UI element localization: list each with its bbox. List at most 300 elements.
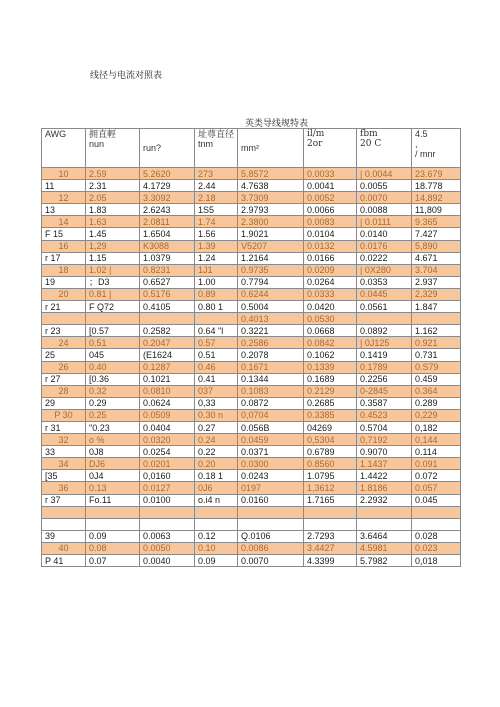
- table-cell: 0.0530: [304, 313, 357, 325]
- table-cell: 0.0300: [238, 458, 304, 470]
- table-row: [42, 530, 461, 542]
- table-cell: 0.0353: [357, 276, 412, 288]
- table-cell: 1.847: [412, 301, 461, 313]
- wire-gauge-table: [41, 128, 461, 567]
- table-cell: 2.2932: [357, 494, 412, 506]
- table-cell: P 41: [42, 555, 86, 567]
- table-cell: 0.3587: [357, 397, 412, 409]
- table-cell: 4.7638: [238, 180, 304, 192]
- table-cell: 0.09: [195, 555, 238, 567]
- table-cell: K3088: [140, 240, 195, 252]
- table-cell: 0.5004: [238, 301, 304, 313]
- table-cell: 1.162: [412, 325, 461, 337]
- table-cell: ；D3: [86, 276, 140, 288]
- table-cell: 0,182: [412, 421, 461, 433]
- table-cell: 0.24: [195, 434, 238, 446]
- table-cell: Fo.11: [86, 494, 140, 506]
- table-cell: 0.46: [195, 361, 238, 373]
- table-cell: 0,144: [412, 434, 461, 446]
- table-row: [42, 301, 461, 313]
- table-cell: 0.51: [86, 337, 140, 349]
- table-cell: 2.31: [86, 180, 140, 192]
- table-cell: 0.6789: [304, 446, 357, 458]
- table-row: [42, 397, 461, 409]
- header-area-label: run?: [143, 143, 162, 153]
- table-cell: 0.0264: [304, 276, 357, 288]
- table-cell: F Q72: [86, 301, 140, 313]
- table-cell: [195, 518, 238, 530]
- table-cell: 0.057: [412, 482, 461, 494]
- table-row: [42, 458, 461, 470]
- table-cell: 0.0420: [304, 301, 357, 313]
- table-cell: 0.1789: [357, 361, 412, 373]
- table-cell: [357, 506, 412, 518]
- table-cell: 0.89: [195, 288, 238, 300]
- table-cell: 037: [195, 385, 238, 397]
- header-insulated-diameter: [195, 129, 238, 168]
- table-cell: 0.1419: [357, 349, 412, 361]
- table-cell: 26: [42, 361, 86, 373]
- table-cell: 1.1437: [357, 458, 412, 470]
- table-cell: 1,3612: [304, 482, 357, 494]
- table-cell: [35: [42, 470, 86, 482]
- table-cell: 0197: [238, 482, 304, 494]
- table-cell: 0.0842: [304, 337, 357, 349]
- table-cell: 2,329: [412, 288, 461, 300]
- table-cell: 0.023: [412, 542, 461, 554]
- table-cell: 0,7192: [357, 434, 412, 446]
- table-cell: 0.0561: [357, 301, 412, 313]
- table-cell: 1.74: [195, 216, 238, 228]
- table-cell: 23.679: [412, 168, 461, 180]
- table-cell: 0,5304: [304, 434, 357, 446]
- header-mm2-label: mm²: [241, 143, 259, 153]
- table-row: [42, 494, 461, 506]
- table-cell: 0.2047: [140, 337, 195, 349]
- table-cell: 19: [42, 276, 86, 288]
- table-cell: 16: [42, 240, 86, 252]
- table-cell: 0.25: [86, 409, 140, 421]
- table-cell: 0.7794: [238, 276, 304, 288]
- table-cell: 0.29: [86, 397, 140, 409]
- table-cell: 0.41: [195, 373, 238, 385]
- table-cell: 0.5704: [357, 421, 412, 433]
- header-awg-label: AWG: [45, 129, 67, 139]
- table-cell: 0.07: [86, 555, 140, 567]
- table-cell: 1.63: [86, 216, 140, 228]
- table-cell: F 15: [42, 228, 86, 240]
- document-title: 线径与电流对照表: [90, 70, 163, 80]
- table-cell: 1.02 |: [86, 264, 140, 276]
- table-cell: 1.0379: [140, 252, 195, 264]
- table-cell: 0.1062: [304, 349, 357, 361]
- table-cell: (E1624: [140, 349, 195, 361]
- table-cell: 14: [42, 216, 86, 228]
- table-cell: 0.9735: [238, 264, 304, 276]
- table-row: [42, 168, 461, 180]
- table-cell: [42, 313, 86, 325]
- table-cell: [238, 518, 304, 530]
- table-cell: DJ6: [86, 458, 140, 470]
- table-cell: [195, 313, 238, 325]
- table-cell: 33: [42, 446, 86, 458]
- table-cell: 2.18: [195, 192, 238, 204]
- table-cell: 0.0166: [304, 252, 357, 264]
- table-cell: 0.0872: [238, 397, 304, 409]
- table-row: [42, 482, 461, 494]
- table-cell: 0.072: [412, 470, 461, 482]
- table-cell: 0.18 1: [195, 470, 238, 482]
- table-cell: 0.0209: [304, 264, 357, 276]
- table-cell: 2.59: [86, 168, 140, 180]
- table-cell: 1.0795: [304, 470, 357, 482]
- table-cell: 5,890: [412, 240, 461, 252]
- table-cell: 0.1671: [238, 361, 304, 373]
- table-cell: 0.0810: [140, 385, 195, 397]
- table-cell: 0.921: [412, 337, 461, 349]
- table-cell: [0.57: [86, 325, 140, 337]
- table-cell: 0-2845: [357, 385, 412, 397]
- table-cell: 3.7309: [238, 192, 304, 204]
- header-resistance-1: [304, 129, 357, 168]
- table-cell: 25: [42, 349, 86, 361]
- table-cell: 0.6244: [238, 288, 304, 300]
- table-cell: 0.0445: [357, 288, 412, 300]
- table-cell: 0.056B: [238, 421, 304, 433]
- table-cell: 4.1729: [140, 180, 195, 192]
- table-cell: 0.0066: [304, 204, 357, 216]
- table-cell: 4.5981: [357, 542, 412, 554]
- table-cell: 7.427: [412, 228, 461, 240]
- header-mm2: [238, 129, 304, 168]
- table-cell: 24: [42, 337, 86, 349]
- header-current-label: 4.5 , / mnr: [415, 129, 436, 159]
- table-cell: 1.24: [195, 252, 238, 264]
- table-cell: 0.0509: [140, 409, 195, 421]
- table-cell: 0.0333: [304, 288, 357, 300]
- table-cell: 0.2129: [304, 385, 357, 397]
- table-cell: 0.3221: [238, 325, 304, 337]
- table-row: [42, 409, 461, 421]
- table-row: [42, 506, 461, 518]
- table-cell: 3.704: [412, 264, 461, 276]
- table-cell: [412, 506, 461, 518]
- table-body: [42, 129, 461, 567]
- table-cell: 0.2256: [357, 373, 412, 385]
- table-cell: 0.0668: [304, 325, 357, 337]
- table-cell: 2.937: [412, 276, 461, 288]
- table-cell: [140, 506, 195, 518]
- table-row: [42, 192, 461, 204]
- table-cell: 2.44: [195, 180, 238, 192]
- table-cell: 0.0243: [238, 470, 304, 482]
- table-cell: 0.0222: [357, 252, 412, 264]
- table-cell: 0.5176: [140, 288, 195, 300]
- table-cell: 0.32: [86, 385, 140, 397]
- table-cell: 0.0083: [304, 216, 357, 228]
- table-cell: 0.0041: [304, 180, 357, 192]
- table-cell: 0.0624: [140, 397, 195, 409]
- table-cell: 2.0811: [140, 216, 195, 228]
- table-cell: 5.2620: [140, 168, 195, 180]
- table-cell: 0.4013: [238, 313, 304, 325]
- table-cell: 0.2685: [304, 397, 357, 409]
- table-cell: r 23: [42, 325, 86, 337]
- table-row: [42, 385, 461, 397]
- table-row: [42, 470, 461, 482]
- table-cell: [304, 506, 357, 518]
- table-cell: 0.0320: [140, 434, 195, 446]
- table-cell: 4.671: [412, 252, 461, 264]
- table-cell: o.i4 n: [195, 494, 238, 506]
- header-resistance-2-label: fbm 20 C: [360, 129, 382, 149]
- header-bare-diameter-label: 拥直輕 nun: [89, 129, 117, 149]
- table-cell: 0,0160: [140, 470, 195, 482]
- table-cell: r 27: [42, 373, 86, 385]
- table-cell: 1,29: [86, 240, 140, 252]
- table-cell: 045: [86, 349, 140, 361]
- table-cell: 32: [42, 434, 86, 446]
- table-cell: 0.1339: [304, 361, 357, 373]
- table-row: [42, 361, 461, 373]
- table-row: [42, 421, 461, 433]
- table-cell: 273: [195, 168, 238, 180]
- table-cell: 2.7293: [304, 530, 357, 542]
- table-cell: 0.0201: [140, 458, 195, 470]
- table-cell: 0.0176: [357, 240, 412, 252]
- table-cell: 0.13: [86, 482, 140, 494]
- table-cell: 0.459: [412, 373, 461, 385]
- table-cell: 1J1: [195, 264, 238, 276]
- table-cell: [195, 506, 238, 518]
- table-row: [42, 204, 461, 216]
- header-resistance-1-label: il/m 2or: [307, 129, 325, 149]
- table-cell: 0.0127: [140, 482, 195, 494]
- table-cell: 0.0140: [357, 228, 412, 240]
- table-cell: 0.09: [86, 530, 140, 542]
- table-cell: 0.0088: [357, 204, 412, 216]
- table-cell: 2.3800: [238, 216, 304, 228]
- table-cell: 0.0055: [357, 180, 412, 192]
- table-cell: 0.0070: [357, 192, 412, 204]
- table-row: [42, 252, 461, 264]
- table-cell: 0.1021: [140, 373, 195, 385]
- table-cell: [357, 518, 412, 530]
- table-cell: 20: [42, 288, 86, 300]
- table-row: [42, 325, 461, 337]
- table-cell: 0,018: [412, 555, 461, 567]
- table-cell: 0.0100: [140, 494, 195, 506]
- table-cell: o %: [86, 434, 140, 446]
- table-cell: 1.7165: [304, 494, 357, 506]
- table-row: [42, 180, 461, 192]
- table-row: [42, 446, 461, 458]
- table-row: [42, 518, 461, 530]
- table-cell: 0.22: [195, 446, 238, 458]
- table-cell: 1.00: [195, 276, 238, 288]
- table-cell: r 37: [42, 494, 86, 506]
- table-row: [42, 228, 461, 240]
- table-cell: [42, 518, 86, 530]
- table-cell: [140, 518, 195, 530]
- table-cell: [140, 313, 195, 325]
- table-cell: 0.2582: [140, 325, 195, 337]
- table-cell: [412, 313, 461, 325]
- table-cell: 1.2164: [238, 252, 304, 264]
- header-insulated-diameter-label: 址尊直径 tnm: [198, 129, 235, 149]
- table-cell: 0.4105: [140, 301, 195, 313]
- table-cell: 0.30 n: [195, 409, 238, 421]
- table-cell: 3.6464: [357, 530, 412, 542]
- table-cell: 0.0104: [304, 228, 357, 240]
- table-cell: 0.0371: [238, 446, 304, 458]
- table-cell: 1.56: [195, 228, 238, 240]
- table-cell: | 0X280: [357, 264, 412, 276]
- table-row: [42, 555, 461, 567]
- table-cell: r 31: [42, 421, 86, 433]
- table-cell: 3.3092: [140, 192, 195, 204]
- table-cell: 3.4427: [304, 542, 357, 554]
- table-row: [42, 288, 461, 300]
- table-cell: 0.0050: [140, 542, 195, 554]
- table-cell: [412, 518, 461, 530]
- table-cell: | 0.0044: [357, 168, 412, 180]
- table-cell: [304, 518, 357, 530]
- table-cell: 1.15: [86, 252, 140, 264]
- table-cell: 0.2586: [238, 337, 304, 349]
- table-cell: 0.1287: [140, 361, 195, 373]
- table-cell: 0J6: [195, 482, 238, 494]
- table-cell: 40: [42, 542, 86, 554]
- table-cell: 0.1689: [304, 373, 357, 385]
- table-cell: 0.2078: [238, 349, 304, 361]
- table-cell: 0.0160: [238, 494, 304, 506]
- table-cell: 0.0040: [140, 555, 195, 567]
- table-cell: 1.6504: [140, 228, 195, 240]
- table-cell: 0.4523: [357, 409, 412, 421]
- table-row: [42, 542, 461, 554]
- table-cell: "0.23: [86, 421, 140, 433]
- table-cell: 0.10: [195, 542, 238, 554]
- table-cell: 0.51: [195, 349, 238, 361]
- table-cell: 12: [42, 192, 86, 204]
- table-cell: 0.0052: [304, 192, 357, 204]
- table-cell: 0,229: [412, 409, 461, 421]
- table-cell: 13: [42, 204, 86, 216]
- table-cell: 1.8186: [357, 482, 412, 494]
- table-cell: r 21: [42, 301, 86, 313]
- table-cell: 0.0132: [304, 240, 357, 252]
- table-cell: 0.6527: [140, 276, 195, 288]
- table-cell: 0.64 "l: [195, 325, 238, 337]
- table-cell: [86, 506, 140, 518]
- table-cell: 0.57: [195, 337, 238, 349]
- table-cell: 04269: [304, 421, 357, 433]
- table-cell: 5.8572: [238, 168, 304, 180]
- table-cell: 0.20: [195, 458, 238, 470]
- table-cell: 1.9021: [238, 228, 304, 240]
- table-cell: 4.3399: [304, 555, 357, 567]
- table-cell: | 0J125: [357, 337, 412, 349]
- header-awg: [42, 129, 86, 168]
- table-cell: [357, 313, 412, 325]
- table-cell: [238, 506, 304, 518]
- table-cell: 0J4: [86, 470, 140, 482]
- table-cell: 14,892: [412, 192, 461, 204]
- header-bare-diameter: [86, 129, 140, 168]
- table-cell: 18: [42, 264, 86, 276]
- table-cell: [86, 313, 140, 325]
- table-row: [42, 240, 461, 252]
- table-cell: r 17: [42, 252, 86, 264]
- table-row: [42, 373, 461, 385]
- table-cell: 0.40: [86, 361, 140, 373]
- table-cell: 0.12: [195, 530, 238, 542]
- header-row: [42, 129, 461, 168]
- table-cell: 0.8231: [140, 264, 195, 276]
- table-cell: V5207: [238, 240, 304, 252]
- table-cell: 29: [42, 397, 86, 409]
- table-row: [42, 276, 461, 288]
- table-cell: 39: [42, 530, 86, 542]
- table-cell: | 0.0111: [357, 216, 412, 228]
- table-cell: 0.80 1: [195, 301, 238, 313]
- table-cell: 0.0459: [238, 434, 304, 446]
- table-cell: 1.39: [195, 240, 238, 252]
- table-cell: 5.7982: [357, 555, 412, 567]
- header-resistance-2: [357, 129, 412, 168]
- table-cell: 0.0070: [238, 555, 304, 567]
- table-cell: [0.36: [86, 373, 140, 385]
- table-cell: 0.8560: [304, 458, 357, 470]
- table-cell: 0.0254: [140, 446, 195, 458]
- table-cell: 0J8: [86, 446, 140, 458]
- table-cell: 0,33: [195, 397, 238, 409]
- table-cell: 0.0086: [238, 542, 304, 554]
- table-cell: 11,809: [412, 204, 461, 216]
- table-cell: 0.114: [412, 446, 461, 458]
- table-cell: 9.365: [412, 216, 461, 228]
- table-cell: Q.0106: [238, 530, 304, 542]
- header-current: [412, 129, 461, 168]
- table-cell: [86, 518, 140, 530]
- table-cell: 0.091: [412, 458, 461, 470]
- table-cell: 0.27: [195, 421, 238, 433]
- table-title: 英类导线规特表: [245, 118, 309, 128]
- table-row: [42, 349, 461, 361]
- table-cell: 0.0404: [140, 421, 195, 433]
- table-cell: 0.1083: [238, 385, 304, 397]
- table-cell: 0.731: [412, 349, 461, 361]
- table-cell: P 30: [42, 409, 86, 421]
- table-cell: 0.0892: [357, 325, 412, 337]
- table-cell: 0.08: [86, 542, 140, 554]
- table-cell: 2.6243: [140, 204, 195, 216]
- table-row: [42, 313, 461, 325]
- table-cell: 2.05: [86, 192, 140, 204]
- header-area: [140, 129, 195, 168]
- table-cell: 28: [42, 385, 86, 397]
- table-cell: 1.83: [86, 204, 140, 216]
- table-cell: [42, 506, 86, 518]
- table-cell: 0.S79: [412, 361, 461, 373]
- table-row: [42, 264, 461, 276]
- table-cell: 36: [42, 482, 86, 494]
- table-row: [42, 216, 461, 228]
- table-cell: 0.045: [412, 494, 461, 506]
- table-cell: 1.4422: [357, 470, 412, 482]
- table-cell: 0.289: [412, 397, 461, 409]
